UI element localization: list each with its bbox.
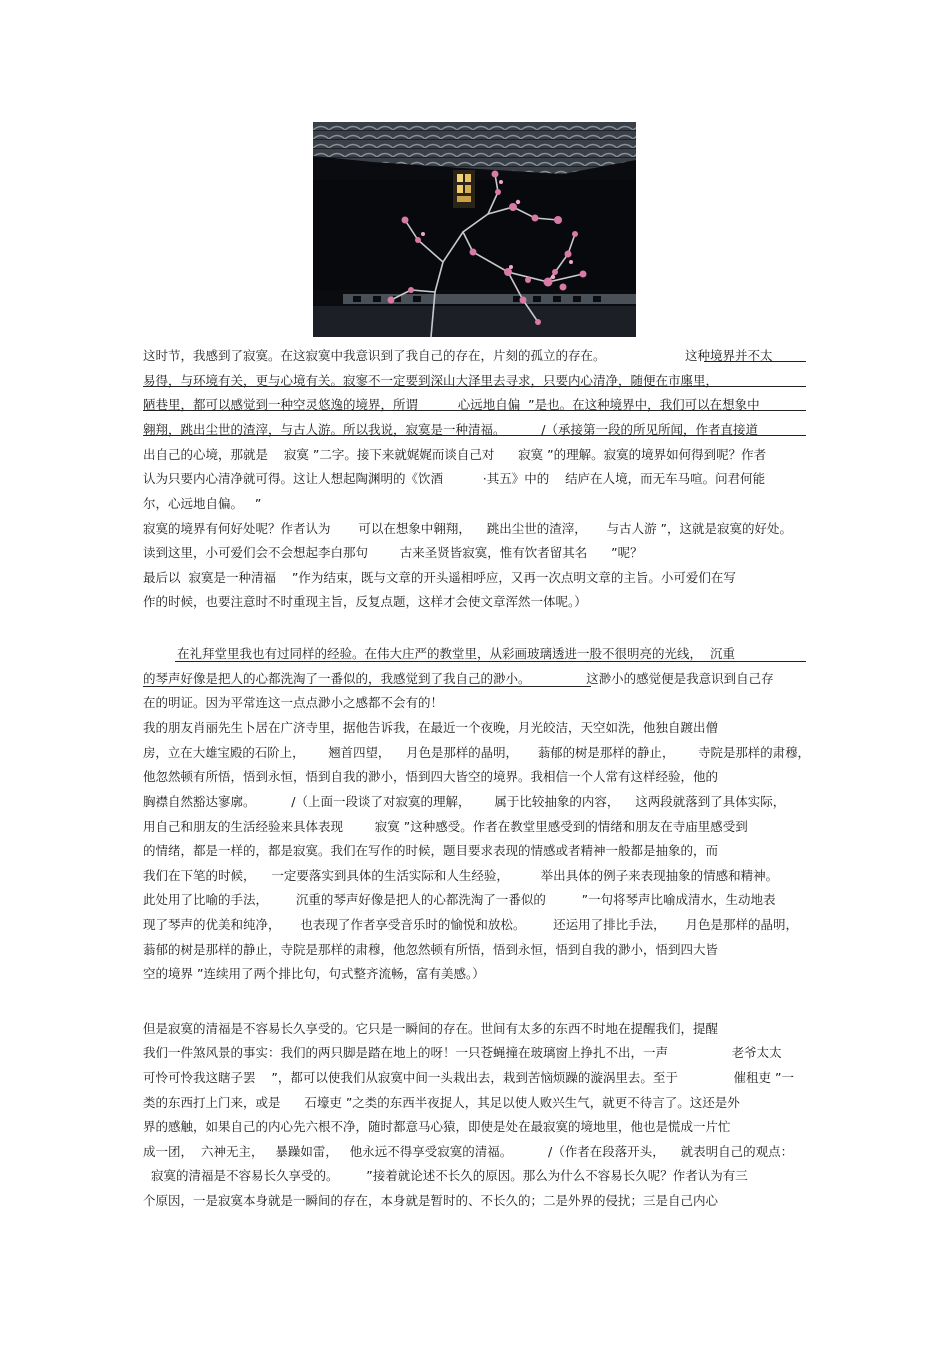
text-line: 此处用了比喻的手法， 沉重的琴声好像是把人的心都洗淘了一番似的 ”一句将琴声比喻成清水，生动地表 [143, 892, 776, 907]
text-line: 认为只要内心清净就可得。这让人想起陶渊明的《饮酒 ·其五》中的 结庐在人境，而无车马喧。问君何能 [143, 471, 766, 486]
text-line: 房，立在大雄宝殿的石阶上， 翘首四望， 月色是那样的晶明， 蓊郁的树是那样的静止， 寺院是那样的肃穆， [143, 745, 810, 760]
text-line: 这时节，我感到了寂寞。在这寂寞中我意识到了我自己的存在，片刻的孤立的存在。 这种境界并不太 [143, 348, 773, 363]
text-line: 作的时候，也要注意时不时重现主旨，反复点题，这样才会使文章浑然一体呢。） [143, 594, 587, 609]
text-line: 寂寞的境界有何好处呢？作者认为 可以在想象中翱翔， 跳出尘世的渣滓， 与古人游 ”，这就是寂寞的好处。 [143, 521, 793, 536]
text-line: 胸襟自然豁达寥廓。 /（上面一段谈了对寂寞的理解， 属于比较抽象的内容， 这两段就落到了具体实际， [143, 794, 786, 809]
text-line: 易得，与环境有关，更与心境有关。寂寥不一定要到深山大泽里去寻求，只要内心清净，随便在市廛里， [143, 373, 719, 388]
text-line: 的情绪，都是一样的，都是寂寞。我们在写作的时候，题目要求表现的情感或者精神一般都是抽象的，而 [143, 843, 719, 858]
text-line: 现了琴声的优美和纯净， 也表现了作者享受音乐时的愉悦和放松。 还运用了排比手法， 月色是那样的晶明， [143, 917, 799, 932]
text-line: 成一团， 六神无主， 暴躁如雷， 他永远不得享受寂寞的清福。 /（作者在段落开头， 就表明自己的观点： [143, 1144, 794, 1159]
text-line: 最后以 寂寞是一种清福 ”作为结束，既与文章的开头遥相呼应，又再一次点明文章的主旨。小可爱们在写 [143, 570, 736, 585]
text-line: 类的东西打上门来，或是 石壕吏 ”之类的东西半夜捉人，其足以使人败兴生气，就更不待言了。这还是外 [143, 1095, 740, 1110]
text-line: 用自己和朋友的生活经验来具体表现 寂寞 ”这种感受。作者在教堂里感受到的情绪和朋友在寺庙里感受到 [143, 819, 748, 834]
text-line: 我们在下笔的时候， 一定要落实到具体的生活实际和人生经验， 举出具体的例子来表现抽象的情感和精神。 [143, 868, 779, 883]
text-line: 空的境界 ”连续用了两个排比句，句式整齐流畅，富有美感。） [143, 966, 485, 981]
text-line: 我的朋友肖丽先生卜居在广济寺里，据他告诉我，在最近一个夜晚，月光皎洁，天空如洗，他独自踱出僧 [143, 720, 719, 735]
text-line: 他忽然顿有所悟，悟到永恒，悟到自我的渺小，悟到四大皆空的境界。我相信一个人常有这样经验，他的 [143, 769, 719, 784]
text-line: 界的感触，如果自己的内心先六根不净，随时都意马心猿，即使是处在最寂寞的境地里，他也是慌成一片忙 [143, 1119, 731, 1134]
text-line: 的琴声好像是把人的心都洗淘了一番似的，我感觉到了我自己的渺小。 这渺小的感觉便是我意识到自己存 [143, 671, 774, 686]
underline [143, 410, 806, 411]
underline [143, 686, 591, 687]
text-line: 陋巷里，都可以感觉到一种空灵悠逸的境界，所谓 心远地自偏 ”是也。在这种境界中，我们可以在想象中 [143, 397, 760, 412]
text-line: 在礼拜堂里我也有过同样的经验。在伟大庄严的教堂里，从彩画玻璃透进一股不很明亮的光线， 沉重 [177, 646, 735, 661]
underline [175, 661, 806, 662]
text-line: 我们一件煞风景的事实：我们的两只脚是踏在地上的呀！一只苍蝇撞在玻璃窗上挣扎不出，一声 老爷太太 [143, 1045, 782, 1060]
text-line: 翱翔，跳出尘世的渣滓，与古人游。所以我说，寂寞是一种清福。 /（承接第一段的所见所闻，作者直接道 [143, 422, 758, 437]
text-line: 出自己的心境，那就是 寂寞 ”二字。接下来就娓娓而谈自己对 寂寞 ”的理解。寂寞的境界如何得到呢？作者 [143, 447, 767, 462]
text-line: 但是寂寞的清福是不容易长久享受的。它只是一瞬间的存在。世间有太多的东西不时地在提醒我们，提醒 [143, 1021, 719, 1036]
underline [143, 435, 806, 436]
text-line: 尔，心远地自偏。 ” [143, 496, 262, 511]
article-photo [313, 122, 636, 337]
text-line: 个原因，一是寂寞本身就是一瞬间的存在，本身就是暂时的、不长久的；二是外界的侵扰；三是自己内心 [143, 1193, 719, 1208]
plum-blossom-eaves-illustration [313, 122, 636, 337]
text-line: 寂寞的清福是不容易长久享受的。 ”接着就论述不长久的原因。那么为什么不容易长久呢？作者认为有三 [143, 1168, 748, 1183]
underline [704, 361, 806, 362]
text-line: 在的明证。因为平常连这一点点渺小之感都不会有的！ [143, 695, 444, 710]
text-line: 蓊郁的树是那样的静止，寺院是那样的肃穆，他忽然顿有所悟，悟到永恒，悟到自我的渺小，悟到四大皆 [143, 942, 719, 957]
text-line: 可怜可怜我这瞎子罢 ”，都可以使我们从寂寞中间一头栽出去，栽到苦恼烦躁的漩涡里去。至于 催租吏 ”一 [143, 1070, 794, 1085]
underline [143, 386, 806, 387]
text-line: 读到这里，小可爱们会不会想起李白那句 古来圣贤皆寂寞，惟有饮者留其名 ”呢？ [143, 545, 643, 560]
